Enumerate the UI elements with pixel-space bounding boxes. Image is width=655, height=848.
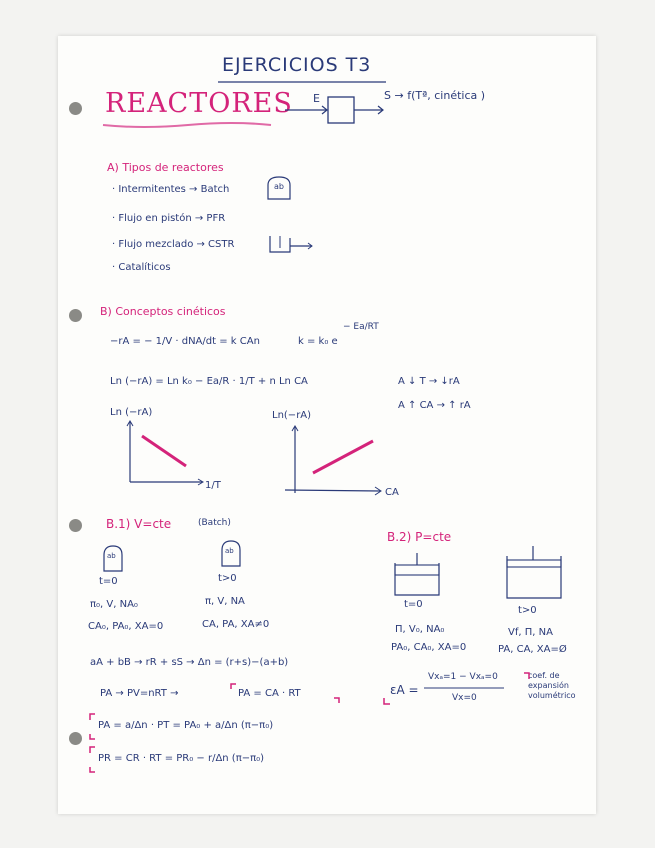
b1-time1-label: t>0 (218, 573, 237, 584)
reactor-box-diagram (285, 95, 395, 130)
b2-vars-t1: Vf, Π, NA (508, 627, 553, 638)
reactor-type-item: · Flujo mezclado → CSTR (112, 239, 235, 250)
pink-bracket (382, 670, 532, 708)
arrhenius-exponent: − Ea/RT (343, 322, 379, 332)
graph1-xlabel: 1/T (205, 480, 221, 491)
partial-pressure-box: PA = CA · RT (238, 688, 301, 699)
batch-reactor-t0-icon (102, 545, 124, 573)
b1-vars-t0: π₀, V, NA₀ (90, 599, 138, 610)
section-b1-title: B.1) V=cte (106, 517, 172, 531)
section-b-title: B) Conceptos cinéticos (100, 305, 226, 318)
b2-time1-label: t>0 (518, 605, 537, 616)
graph1-axes (122, 420, 212, 490)
partial-pressure-a: PA = a/Δn · PT = PA₀ + a/Δn (π−π₀) (98, 720, 274, 731)
binder-hole (69, 732, 82, 745)
binder-hole (69, 102, 82, 115)
page-title: EJERCICIOS T3 (222, 54, 372, 76)
reactor-type-item: · Flujo en pistón → PFR (112, 213, 226, 224)
section-b1-subtitle: (Batch) (198, 518, 231, 528)
b2-values-t1: PA, CA, XA=Ø (498, 644, 567, 655)
pink-bracket (230, 682, 342, 706)
concentration-rule: A ↑ CA → ↑ rA (398, 400, 471, 411)
output-label: S → f(Tª, cinética ) (384, 89, 486, 102)
svg-text:ab: ab (225, 547, 234, 555)
b1-time0-label: t=0 (99, 576, 118, 587)
b1-values-t0: CA₀, PA₀, XA=0 (88, 621, 164, 632)
reactor-type-item: · Intermitentes → Batch (112, 184, 230, 195)
b1-values-t1: CA, PA, XA≠0 (202, 619, 270, 630)
svg-text:ab: ab (274, 182, 284, 191)
reaction-equation: aA + bB → rR + sS → Δn = (r+s)−(a+b) (90, 657, 289, 668)
b2-time0-label: t=0 (404, 599, 423, 610)
binder-hole (69, 309, 82, 322)
arrhenius-equation: k = k₀ e (298, 336, 338, 347)
reactor-type-item: · Catalíticos (112, 262, 171, 273)
partial-pressure-r: PR = CR · RT = PR₀ − r/Δn (π−π₀) (98, 753, 265, 764)
graph1-ylabel: Ln (−rA) (110, 407, 153, 418)
b2-vars-t0: Π, V₀, NA₀ (395, 624, 445, 635)
batch-reactor-icon (265, 175, 295, 201)
section-a-title: A) Tipos de reactores (107, 161, 224, 174)
title-underline (218, 80, 388, 84)
graph2-ylabel: Ln(−rA) (272, 410, 312, 421)
piston-reactor-t0-icon (393, 553, 443, 598)
expansion-denominator: Vx=0 (452, 693, 477, 703)
graph2-axes (285, 425, 385, 497)
heading-underline (103, 122, 273, 130)
main-heading: REACTORES (105, 88, 293, 119)
expansion-numerator: Vxₐ=1 − Vxₐ=0 (428, 672, 498, 682)
pink-bracket (88, 712, 338, 742)
batch-reactor-t1-icon (220, 540, 242, 568)
expansion-note: coef. de expansión volumétrico (528, 671, 576, 700)
input-label: E (313, 92, 320, 105)
linearized-equation: Ln (−rA) = Ln k₀ − Ea/R · 1/T + n Ln CA (110, 376, 308, 387)
binder-hole (69, 519, 82, 532)
temperature-rule: A ↓ T → ↓rA (398, 376, 460, 387)
expansion-coef-symbol: εA = (390, 683, 419, 697)
b2-values-t0: PA₀, CA₀, XA=0 (391, 642, 467, 653)
rate-equation: −rA = − 1/V · dNA/dt = k CAn (110, 336, 260, 347)
svg-text:ab: ab (107, 552, 116, 560)
b1-vars-t1: π, V, NA (205, 596, 245, 607)
piston-reactor-t1-icon (505, 546, 565, 601)
ideal-gas-law: PA → PV=nRT → (100, 688, 179, 699)
pink-bracket (88, 745, 338, 775)
section-b2-title: B.2) P=cte (387, 530, 452, 544)
cstr-reactor-icon (268, 234, 318, 256)
graph2-xlabel: CA (385, 487, 399, 498)
